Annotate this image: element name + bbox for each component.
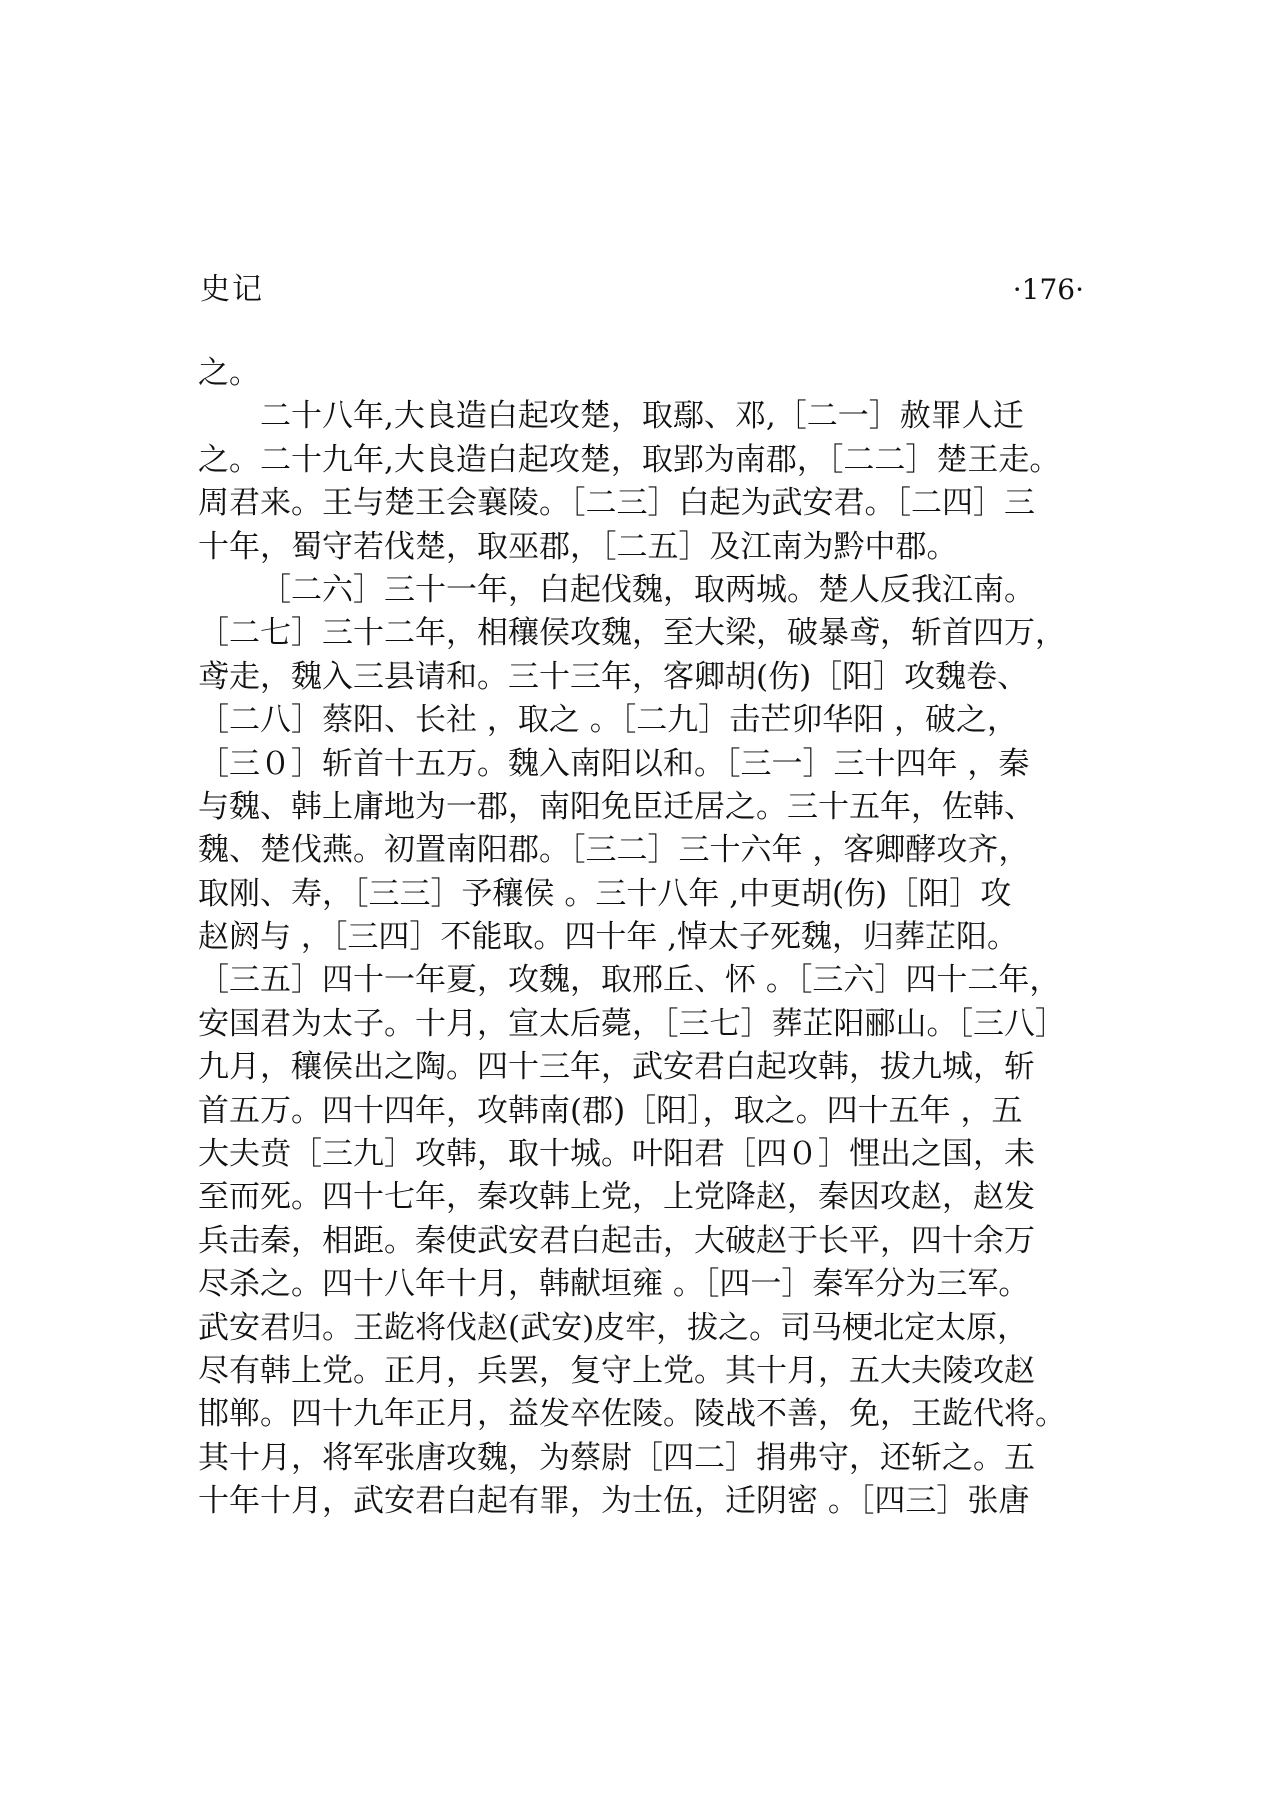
text-line: ［二七］三十二年，相穰侯攻魏，至大梁，破暴鸢，斩首四万， [198,615,1066,652]
text-line: 取刚、寿，［三三］予穰侯 。三十八年 ,中更胡(伤)［阳］攻 [198,875,1012,912]
text-line: 安国君为太子。十月，宣太后薨，［三七］葬芷阳郦山。［三八］ [198,1005,1066,1042]
text-line: 九月，穰侯出之陶。四十三年，武安君白起攻韩，拔九城，斩 [198,1049,1035,1086]
text-line: 二十八年,大良造白起攻楚，取鄢、邓,［二一］赦罪人迁 [260,398,1024,435]
text-line: 尽有韩上党。正月，兵罢，复守上党。其十月，五大夫陵攻赵 [198,1352,1035,1389]
text-line: ［三０］斩首十五万。魏入南阳以和。［三一］三十四年 ，秦 [198,745,1030,782]
body-text [198,352,1098,1524]
text-line: 魏、楚伐燕。初置南阳郡。［三二］三十六年 ，客卿酵攻齐， [198,832,1030,869]
text-line: 之。 [198,355,260,391]
text-line: 十年，蜀守若伐楚，取巫郡，［二五］及江南为黔中郡。 [198,528,958,565]
text-line: 鸢走，魏入三县请和。三十三年，客卿胡(伤)［阳］攻魏卷、 [198,658,1029,695]
text-line: 赵阏与 ，［三四］不能取。四十年 ,悼太子死魏，归葬芷阳。 [198,919,1019,956]
page-header [200,268,1084,312]
text-line: 尽杀之。四十八年十月，韩献垣雍 。［四一］秦军分为三军。 [198,1266,1030,1303]
text-line: 邯郸。四十九年正月，益发卒佐陵。陵战不善，免，王龁代将。 [198,1396,1066,1433]
text-line: 周君来。王与楚王会襄陵。［二三］白起为武安君。［二四］三 [198,485,1035,522]
text-line: 大夫贲［三九］攻韩，取十城。叶阳君［四０］悝出之国，未 [198,1136,1035,1173]
text-line: 至而死。四十七年，秦攻韩上党，上党降赵，秦因攻赵，赵发 [198,1179,1035,1216]
text-line: 与魏、韩上庸地为一郡，南阳免臣迁居之。三十五年，佐韩、 [198,788,1035,825]
text-line: ［三五］四十一年夏，攻魏，取邢丘、怀 。［三六］四十二年， [198,962,1061,999]
text-line: 武安君归。王龁将伐赵(武安)皮牢，拔之。司马梗北定太原， [198,1309,1029,1346]
book-title: 史记 [200,272,264,307]
text-line: 十年十月，武安君白起有罪，为士伍，迁阴密 。［四三］张唐 [198,1483,1030,1520]
text-line: 兵击秦，相距。秦使武安君白起击，大破赵于长平，四十余万 [198,1222,1035,1259]
text-line: ［二六］三十一年，白起伐魏，取两城。楚人反我江南。 [260,571,1035,608]
text-line: 其十月，将军张唐攻魏，为蔡尉［四二］捐弗守，还斩之。五 [198,1439,1035,1476]
page-number: ·176· [1012,273,1084,306]
text-line: ［二八］蔡阳、长社 ，取之 。［二九］击芒卯华阳 ，破之， [198,702,1019,739]
text-line: 首五万。四十四年，攻韩南(郡)［阳］，取之。四十五年 ，五 [198,1092,1023,1129]
text-line: 之。二十九年,大良造白起攻楚，取郢为南郡，［二二］楚王走。 [198,441,1061,478]
